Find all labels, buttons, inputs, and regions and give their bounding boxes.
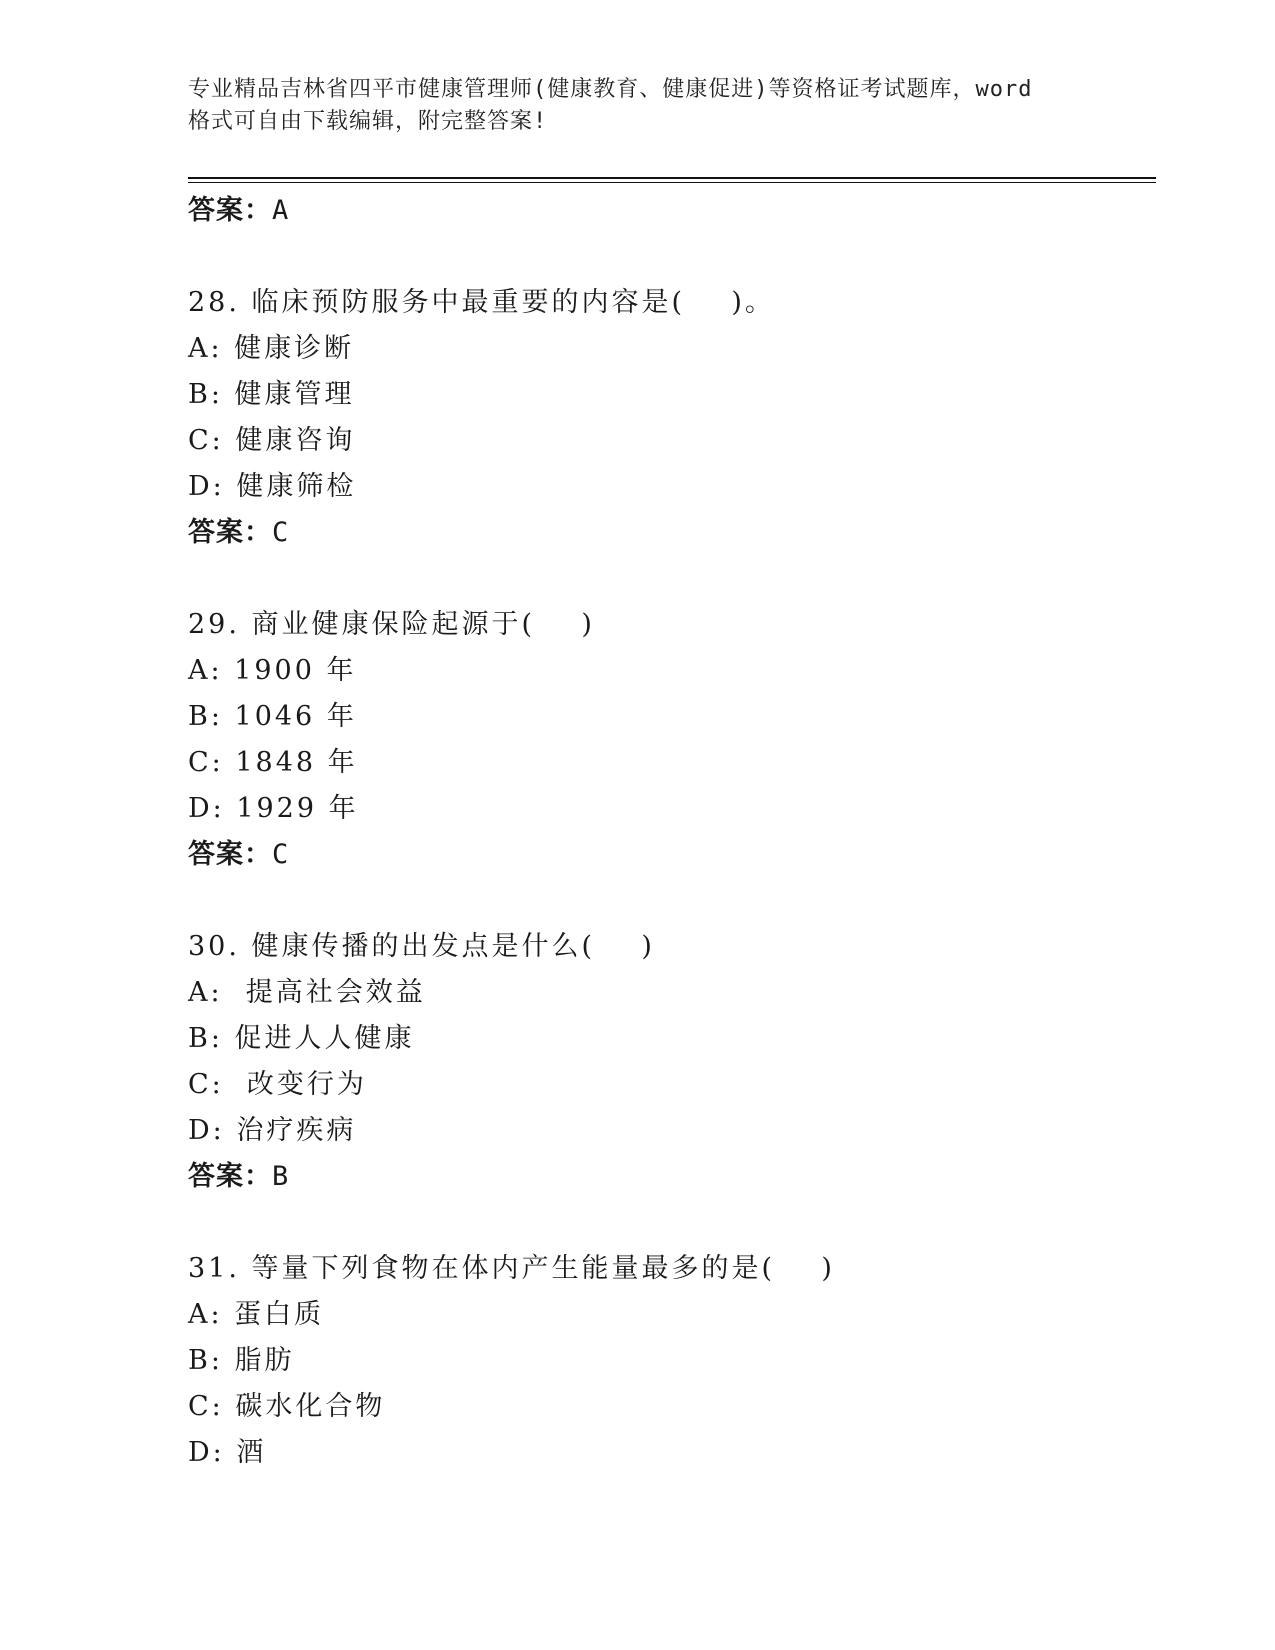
document-body [188, 188, 1156, 1476]
option-c: C: 碳水化合物 [188, 1391, 386, 1422]
option-a: A: 蛋白质 [188, 1299, 325, 1330]
option-c: C: 1848 年 [188, 747, 358, 778]
answer-line [188, 1154, 1156, 1200]
answer-line [188, 510, 1156, 556]
question-block [188, 602, 1156, 878]
header-divider-thick [188, 177, 1156, 179]
question-stem: 29. 商业健康保险起源于( ) [188, 609, 595, 640]
answer-value: B [272, 1161, 290, 1192]
option-d: D: 酒 [188, 1437, 267, 1468]
spacer [188, 234, 1156, 280]
question-stem: 31. 等量下列食物在体内产生能量最多的是( ) [188, 1253, 835, 1284]
answer-label: 答案： [188, 517, 272, 548]
header-line-2: 格式可自由下载编辑，附完整答案! [188, 109, 548, 134]
option-b: B: 脂肪 [188, 1345, 295, 1376]
option-b: B: 健康管理 [188, 379, 355, 410]
header-divider-thin [188, 182, 1156, 183]
question-stem: 28. 临床预防服务中最重要的内容是( )。 [188, 287, 775, 318]
spacer [188, 1200, 1156, 1246]
option-a: A: 健康诊断 [188, 333, 355, 364]
answer-value: C [272, 839, 290, 870]
option-d: D: 治疗疾病 [188, 1115, 357, 1146]
answer-line [188, 188, 1156, 234]
answer-label: 答案： [188, 1161, 272, 1192]
answer-label: 答案： [188, 195, 272, 226]
option-b: B: 促进人人健康 [188, 1023, 415, 1054]
question-block [188, 924, 1156, 1200]
option-d: D: 1929 年 [188, 793, 359, 824]
answer-value: A [272, 195, 290, 226]
option-c: C: 健康咨询 [188, 425, 356, 456]
option-b: B: 1046 年 [188, 701, 357, 732]
option-a: A: 提高社会效益 [188, 977, 426, 1008]
page-header [188, 74, 1088, 138]
spacer [188, 878, 1156, 924]
question-block [188, 280, 1156, 556]
question-stem: 30. 健康传播的出发点是什么( ) [188, 931, 655, 962]
question-block [188, 1246, 1156, 1476]
answer-label: 答案： [188, 839, 272, 870]
option-a: A: 1900 年 [188, 655, 357, 686]
header-line-1: 专业精品吉林省四平市健康管理师(健康教育、健康促进)等资格证考试题库，word [188, 77, 1033, 102]
spacer [188, 556, 1156, 602]
option-c: C: 改变行为 [188, 1069, 367, 1100]
answer-line [188, 832, 1156, 878]
answer-value: C [272, 517, 290, 548]
option-d: D: 健康筛检 [188, 471, 357, 502]
